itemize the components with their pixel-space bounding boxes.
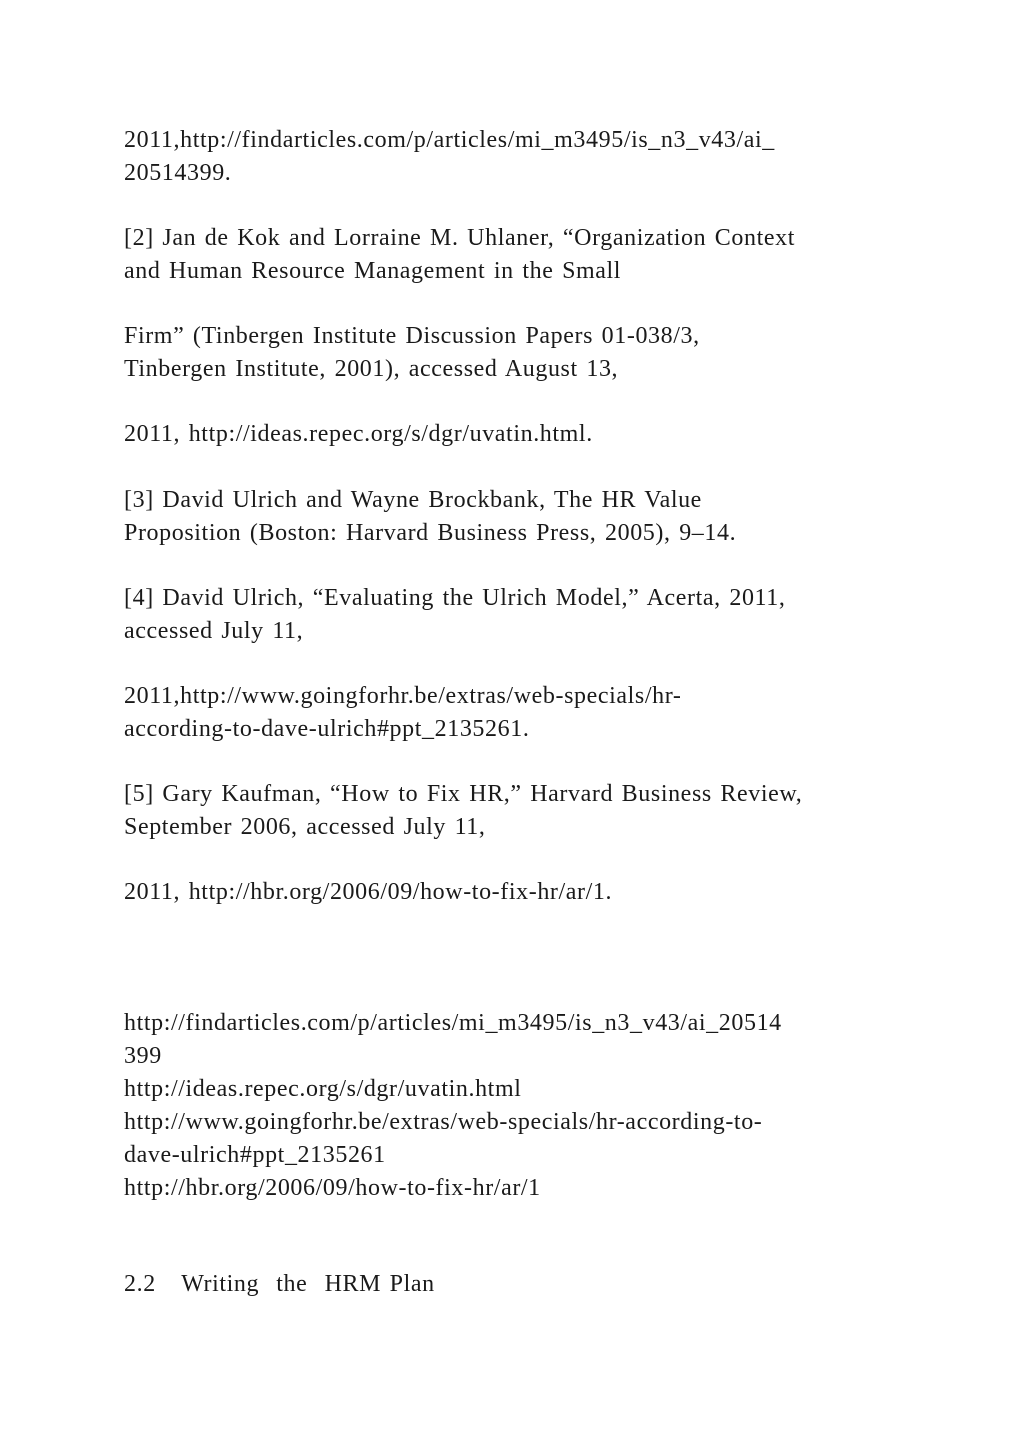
text-line: Firm” (Tinbergen Institute Discussion Papers 01-038/3,: [124, 323, 700, 349]
section-title: Writing the HRM Plan: [181, 1271, 435, 1297]
text-line: 20514399.: [124, 160, 232, 186]
reference-2-part1: [124, 222, 914, 288]
text-line: accessed July 11,: [124, 618, 304, 644]
text-line: 2011, http://hbr.org/2006/09/how-to-fix-hr/ar/1.: [124, 879, 613, 905]
reference-4-part2: [124, 680, 914, 746]
text-line: according-to-dave-ulrich#ppt_2135261.: [124, 716, 530, 742]
url-line: 399: [124, 1043, 162, 1069]
text-line: 2011,http://www.goingforhr.be/extras/web-specials/hr-: [124, 683, 682, 709]
text-line: [2] Jan de Kok and Lorraine M. Uhlaner, “Organization Context: [124, 225, 796, 251]
text-line: Tinbergen Institute, 2001), accessed August 13,: [124, 356, 619, 382]
reference-5-part1: [124, 778, 914, 844]
text-line: September 2006, accessed July 11,: [124, 814, 486, 840]
url-list: [124, 1007, 914, 1205]
url-line: http://ideas.repec.org/s/dgr/uvatin.html: [124, 1076, 522, 1102]
ref1-continued: [124, 124, 914, 190]
text-line: [5] Gary Kaufman, “How to Fix HR,” Harvard Business Review,: [124, 781, 803, 807]
reference-2-part3: [124, 418, 914, 451]
section-number: 2.2: [124, 1271, 156, 1297]
text-line: [3] David Ulrich and Wayne Brockbank, The HR Value: [124, 487, 702, 513]
text-line: [4] David Ulrich, “Evaluating the Ulrich Model,” Acerta, 2011,: [124, 585, 786, 611]
url-line: dave-ulrich#ppt_2135261: [124, 1142, 386, 1168]
reference-5-part2: [124, 876, 914, 909]
url-line: http://findarticles.com/p/articles/mi_m3495/is_n3_v43/ai_20514: [124, 1010, 782, 1036]
url-line: http://www.goingforhr.be/extras/web-specials/hr-according-to-: [124, 1109, 763, 1135]
text-line: and Human Resource Management in the Small: [124, 258, 622, 284]
url-line: http://hbr.org/2006/09/how-to-fix-hr/ar/1: [124, 1175, 541, 1201]
section-heading-line: [124, 1268, 914, 1301]
reference-3: [124, 484, 914, 550]
reference-2-part2: [124, 320, 914, 386]
section-heading: [124, 1268, 914, 1301]
text-line: 2011, http://ideas.repec.org/s/dgr/uvatin.html.: [124, 421, 593, 447]
text-line: Proposition (Boston: Harvard Business Press, 2005), 9–14.: [124, 520, 737, 546]
text-line: 2011,http://findarticles.com/p/articles/mi_m3495/is_n3_v43/ai_: [124, 127, 775, 153]
reference-4-part1: [124, 582, 914, 648]
